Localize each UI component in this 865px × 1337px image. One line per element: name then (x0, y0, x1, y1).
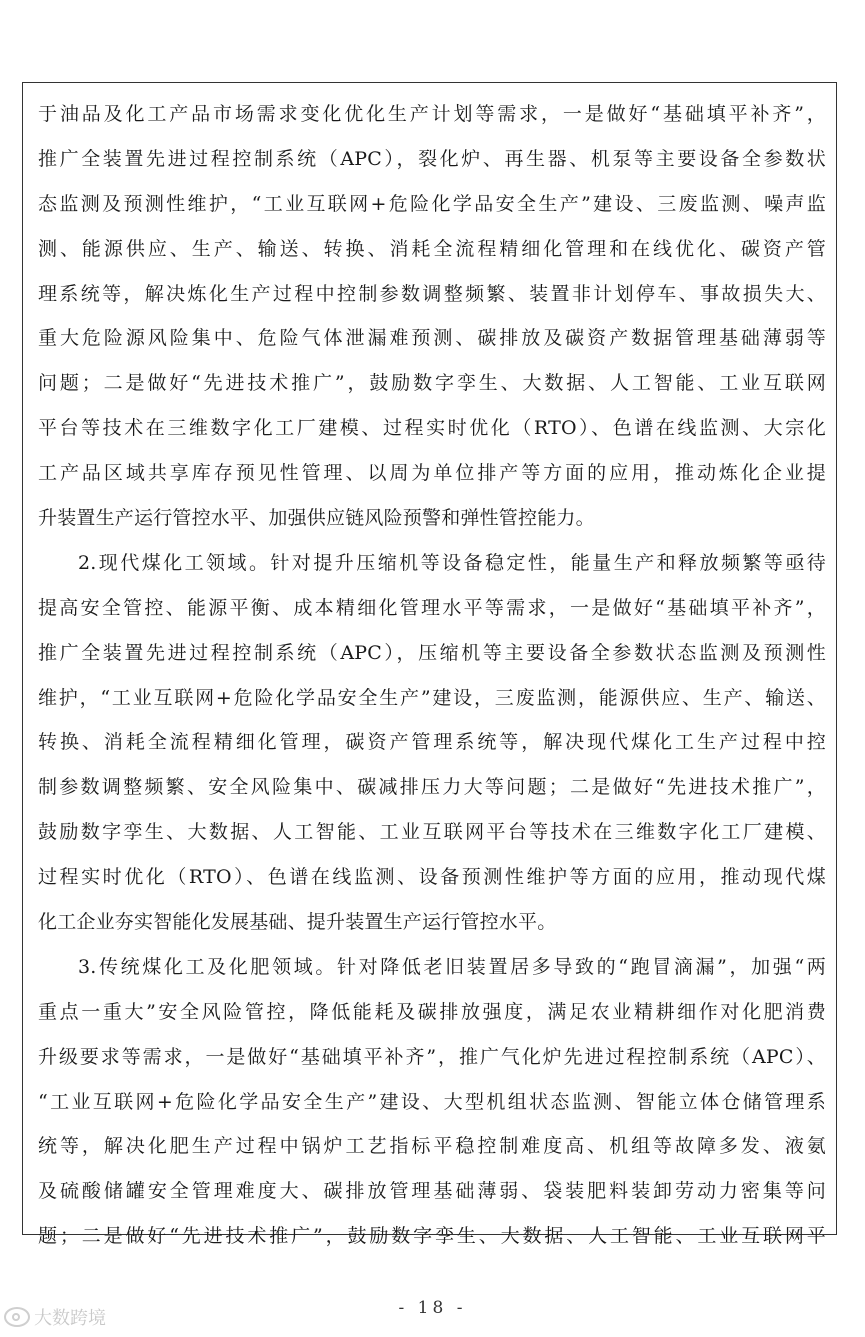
section-heading-line: 3.传统煤化工及化肥领域。针对降低老旧装置居多导致的“跑冒滴漏”，加强“两 (78, 955, 826, 978)
text-line: 转换、消耗全流程精细化管理，碳资产管理系统等，解决现代煤化工生产过程中控 (38, 731, 826, 754)
watermark-text: 大数跨境 (34, 1308, 106, 1329)
text-line: 问题；二是做好“先进技术推广”，鼓励数字孪生、大数据、人工智能、工业互联网 (38, 372, 826, 395)
text-line: 提高安全管控、能源平衡、成本精细化管理水平等需求，一是做好“基础填平补齐”， (38, 596, 826, 619)
document-body (38, 92, 826, 1259)
watermark-logo-icon (4, 1307, 30, 1327)
text-line: 鼓励数字孪生、大数据、人工智能、工业互联网平台等技术在三维数字化工厂建模、 (38, 821, 826, 844)
text-line: 升级要求等需求，一是做好“基础填平补齐”，推广气化炉先进过程控制系统（APC）、 (38, 1045, 826, 1068)
text-line: 化工企业夯实智能化发展基础、提升装置生产运行管控水平。 (38, 911, 557, 934)
text-line: 题；二是做好“先进技术推广”，鼓励数字孪生、大数据、人工智能、工业互联网平 (38, 1225, 826, 1248)
text-line: 及硫酸储罐安全管理难度大、碳排放管理基础薄弱、袋装肥料装卸劳动力密集等问 (38, 1180, 826, 1203)
text-line: “工业互联网+危险化学品安全生产”建设、大型机组状态监测、智能立体仓储管理系 (38, 1090, 826, 1113)
watermark (4, 1304, 106, 1330)
text-line: 重点一重大”安全风险管控，降低能耗及碳排放强度，满足农业精耕细作对化肥消费 (38, 1000, 826, 1023)
text-line: 统等，解决化肥生产过程中锅炉工艺指标平稳控制难度高、机组等故障多发、液氨 (38, 1135, 826, 1158)
section-heading-line: 2.现代煤化工领域。针对提升压缩机等设备稳定性，能量生产和释放频繁等亟待 (78, 551, 826, 574)
text-line: 过程实时优化（RTO）、色谱在线监测、设备预测性维护等方面的应用，推动现代煤 (38, 866, 826, 889)
text-line: 理系统等，解决炼化生产过程中控制参数调整频繁、装置非计划停车、事故损失大、 (38, 282, 826, 305)
text-line: 推广全装置先进过程控制系统（APC），裂化炉、再生器、机泵等主要设备全参数状 (38, 147, 826, 170)
text-line: 测、能源供应、生产、输送、转换、消耗全流程精细化管理和在线优化、碳资产管 (38, 237, 826, 260)
text-line: 于油品及化工产品市场需求变化优化生产计划等需求，一是做好“基础填平补齐”， (38, 103, 826, 125)
text-line: 升装置生产运行管控水平、加强供应链风险预警和弹性管控能力。 (38, 507, 595, 530)
text-line: 态监测及预测性维护，“工业互联网+危险化学品安全生产”建设、三废监测、噪声监 (38, 192, 826, 215)
text-line: 制参数调整频繁、安全风险集中、碳减排压力大等问题；二是做好“先进技术推广”， (38, 776, 826, 799)
page-number: - 18 - (398, 1298, 467, 1318)
text-line: 工产品区域共享库存预见性管理、以周为单位排产等方面的应用，推动炼化企业提 (38, 462, 826, 485)
text-line: 维护，“工业互联网+危险化学品安全生产”建设，三废监测，能源供应、生产、输送、 (38, 686, 826, 709)
text-line: 重大危险源风险集中、危险气体泄漏难预测、碳排放及碳资产数据管理基础薄弱等 (38, 327, 826, 350)
text-line: 平台等技术在三维数字化工厂建模、过程实时优化（RTO）、色谱在线监测、大宗化 (38, 417, 826, 440)
text-line: 推广全装置先进过程控制系统（APC），压缩机等主要设备全参数状态监测及预测性 (38, 641, 826, 664)
